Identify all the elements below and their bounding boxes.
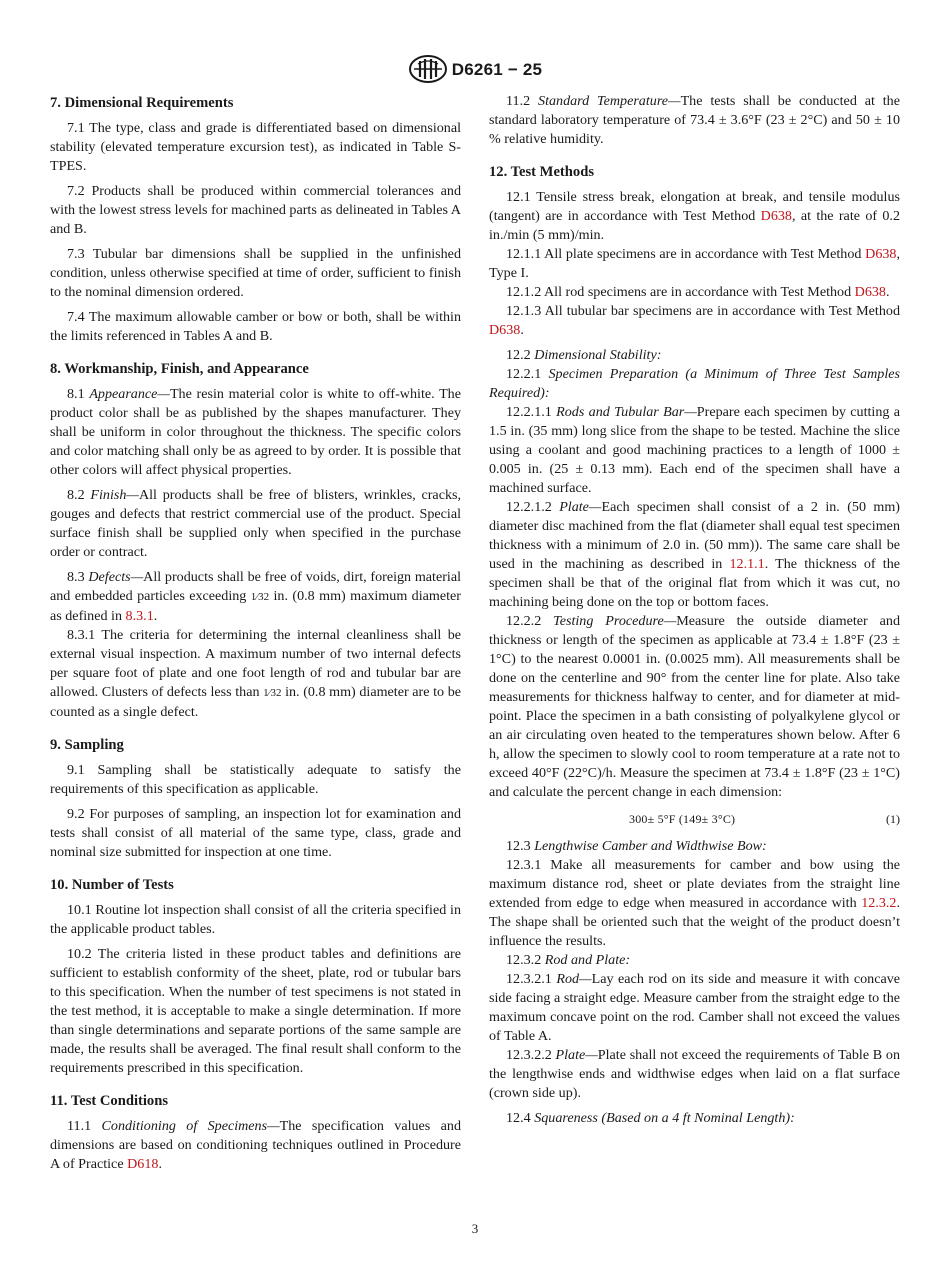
clause-term: Squareness (Based on a 4 ft Nominal Length):	[534, 1110, 795, 1126]
clause-text: Measure the outside diameter and thickness or length of the specimen as applicable at 73.4 ± 1.8°F (23 ± 1°C) to the nearest 0.0001 in. (0.0025 mm). All measurements shall be done on the centerline and 90° from the center line for plate. Also take measurements for thickness halfway to center, and for diameter at mid-point. Place the specimen in a bath consisting of polyalkylene glycol or an air circulating oven heated to the temperatures shown below. After 6 h, allow the specimen to slowly cool to room temperature at a rate not to exceed 40°F (22°C)/h. Measure the specimen at 73.4 ± 1.8°F (23 ± 1°C) and calculate the percent change in each dimension:	[489, 613, 900, 800]
clause-text: Each specimen shall consist of a 2 in. (50 mm) diameter disc machined from the flat (diameter shall equal test specimen thickness with a minimum of 2.0 in. (50 mm)). The same care shall be used in the machining as described in	[489, 499, 900, 572]
cross-reference-link[interactable]: 12.1.1	[729, 556, 765, 572]
paragraph	[489, 283, 900, 302]
clause-term: Plate—	[559, 499, 602, 515]
clause-text: . The shape shall be oriented such that the weight of the product doesn’t influence the results.	[489, 895, 900, 949]
clause-term: Rod and Plate:	[544, 952, 631, 968]
paragraph	[489, 302, 900, 340]
equation-expression: 300± 5°F (149± 3°C)	[629, 812, 736, 826]
cross-reference-link[interactable]: D618	[127, 1156, 159, 1172]
clause-number: 12.3.2.2	[506, 1047, 556, 1063]
clause-text: All products shall be free of blisters, wrinkles, cracks, gouges and defects that restrict commercial use of the product. Special surface finish shall be supplied only when specified in the purchase order or contract.	[50, 487, 462, 560]
paragraph	[489, 365, 900, 403]
section-heading: 9. Sampling	[50, 737, 124, 753]
clause-term: Specimen Preparation (a Minimum of Three Test Samples Required):	[489, 366, 900, 401]
fraction: 1⁄32	[263, 687, 282, 699]
cross-reference-link[interactable]: D638	[854, 284, 886, 300]
section-heading: 10. Number of Tests	[50, 877, 174, 893]
clause-text: 12.3.1 Make all measurements for camber and bow using the maximum distance rod, sheet or plate deviates from the straight line extended from edge to edge when measured in accordance with	[489, 857, 900, 911]
paragraph	[489, 403, 900, 498]
paragraph	[489, 612, 900, 802]
clause-text: .	[158, 1156, 162, 1172]
clause-text: 12.1 Tensile stress break, elongation at break, and tensile modulus (tangent) are in accordance with Test Method	[489, 189, 900, 224]
paragraph	[489, 837, 900, 856]
paragraph	[50, 626, 461, 722]
clause-number: 12.2.2	[506, 613, 554, 629]
fraction: 1⁄32	[250, 591, 270, 603]
paragraph: 7.4 The maximum allowable camber or bow or both, shall be within the limits referenced in Tables A and B.	[50, 309, 461, 344]
clause-text: 12.1.3 All tubular bar specimens are in accordance with Test Method	[506, 303, 900, 319]
clause-number: 12.2.1	[506, 366, 549, 382]
paragraph	[489, 970, 900, 1046]
clause-text: in. (0.8 mm) diameter are to be counted as a single defect.	[50, 684, 461, 720]
clause-text: 12.1.1 All plate specimens are in accordance with Test Method	[506, 246, 866, 262]
equation	[489, 810, 900, 829]
section-heading: 11. Test Conditions	[50, 1093, 169, 1109]
clause-text: The tests shall be conducted at the standard laboratory temperature of 73.4 ± 3.6°F (23 ± 2°C) and 50 ± 10 % relative humidity.	[489, 93, 900, 147]
clause-text: , at the rate of 0.2 in./min (5 mm)/min.	[489, 208, 900, 243]
clause-term: Plate—	[555, 1047, 598, 1063]
paragraph	[50, 486, 461, 562]
paragraph: 7.3 Tubular bar dimensions shall be supplied in the unfinished condition, unless otherwise specified at time of order, sufficient to finish to the nominal dimension ordered.	[50, 246, 461, 300]
astm-logo-icon	[408, 54, 448, 84]
clause-text: 8.3.1 The criteria for determining the internal cleanliness shall be external visual inspection. A maximum number of two internal defects per square foot of plate and one foot length of rod and tubular bar are allowed. Clusters of defects less than	[50, 627, 461, 700]
cross-reference-link[interactable]: 12.3.2	[861, 895, 897, 911]
clause-text: .	[885, 284, 890, 300]
paragraph: 10.2 The criteria listed in these product tables and definitions are sufficient to establish conformity of the sheet, plate, rod or tubular bars to this specification. When the number of test specimens is not stated in the test method, it is acceptable to make a single determination. If more than single determinations and separate portions of the same sample are made, the results shall be averaged. The final result shall conform to the requirements prescribed in this specification.	[50, 946, 461, 1076]
clause-term: Dimensional Stability:	[534, 347, 662, 363]
cross-reference-link[interactable]: D638	[760, 208, 792, 224]
clause-number: 12.2	[506, 347, 535, 363]
document-designation: D6261 − 25	[451, 59, 543, 79]
paragraph	[489, 1046, 900, 1103]
paragraph	[50, 1117, 461, 1174]
clause-text: Lay each rod on its side and measure it with concave side facing a straight edge. Measure camber from the straight edge to the maximum concave point on the rod. Camber shall not exceed the values of Table A.	[489, 971, 901, 1044]
clause-term: Rods and Tubular Bar—	[556, 404, 697, 420]
clause-term: Rod—	[556, 971, 592, 987]
clause-text: in. (0.8 mm) maximum diameter as defined in	[50, 588, 461, 624]
cross-reference-link[interactable]: D638	[865, 246, 897, 262]
clause-number: 11.2	[506, 93, 539, 109]
clause-number: 12.2.1.1	[506, 404, 557, 420]
clause-text: , Type I.	[489, 246, 900, 281]
clause-term: Defects—	[88, 569, 144, 585]
paragraph	[489, 346, 900, 365]
clause-text: .	[520, 322, 524, 338]
equation-number: (1)	[886, 812, 900, 826]
paragraph: 7.2 Products shall be produced within commercial tolerances and with the lowest stress levels for machined parts as delineated in Tables A and B.	[50, 183, 461, 237]
clause-term: Testing Procedure—	[553, 613, 677, 629]
page-header	[0, 54, 950, 84]
clause-text: The specification values and dimensions are based on conditioning techniques outlined in Procedure A of Practice	[50, 1118, 461, 1172]
clause-term: Standard Temperature—	[538, 93, 681, 109]
clause-text: .	[153, 608, 158, 624]
clause-term: Conditioning of Specimens—	[101, 1118, 280, 1134]
clause-number: 12.3.2.1	[506, 971, 557, 987]
section-heading: 7. Dimensional Requirements	[50, 95, 234, 111]
paragraph	[489, 188, 900, 245]
paragraph	[489, 92, 900, 149]
clause-number: 8.1	[67, 386, 90, 402]
clause-text: All products shall be free of voids, dirt, foreign material and embedded particles exceeding	[50, 569, 462, 604]
paragraph: 9.2 For purposes of sampling, an inspection lot for examination and tests shall consist of all material of the same type, class, grade and nominal size submitted for inspection at one time.	[50, 806, 461, 860]
section-heading: 12. Test Methods	[489, 164, 595, 180]
clause-text: Prepare each specimen by cutting a 1.5 in. (35 mm) long slice from the shape to be tested. Machine the slice using a coolant and good machining practices to a length of 1000 ± 0.005 in. (25 ± 0.13 mm). Each end of the specimen shall have a machined surface.	[489, 404, 900, 496]
paragraph	[489, 856, 900, 951]
cross-reference-link[interactable]: D638	[489, 322, 521, 338]
paragraph	[50, 568, 461, 626]
clause-number: 12.3.2	[506, 952, 545, 968]
paragraph	[489, 498, 900, 612]
clause-term: Finish—	[90, 487, 139, 503]
clause-number: 8.2	[67, 487, 91, 503]
page-number: 3	[471, 1221, 479, 1236]
section-heading: 8. Workmanship, Finish, and Appearance	[50, 361, 309, 377]
paragraph	[489, 951, 900, 970]
paragraph: 7.1 The type, class and grade is differentiated based on dimensional stability (elevated temperature excursion test), as indicated in Table S-TPES.	[50, 120, 461, 174]
clause-text: . The thickness of the specimen shall be that of the original flat from which it was cut, no machining being done on the top or bottom faces.	[489, 556, 901, 610]
paragraph	[489, 245, 900, 283]
right-column	[489, 92, 900, 1134]
clause-term: Lengthwise Camber and Widthwise Bow:	[534, 838, 767, 854]
clause-text: The resin material color is white to off-white. The product color shall be as published by the shapes manufacturer. They shall be uniform in color throughout the thickness. The specific colors and color matching shall only be as agreed to by order. It is possible that other colors will affect physical properties.	[50, 386, 461, 478]
paragraph	[489, 1109, 900, 1128]
clause-number: 12.4	[506, 1110, 535, 1126]
cross-reference-link[interactable]: 8.3.1	[125, 608, 154, 624]
left-column	[50, 92, 461, 1180]
clause-number: 8.3	[67, 569, 89, 585]
clause-number: 11.1	[67, 1118, 102, 1134]
clause-text: Plate shall not exceed the requirements of Table B on the lengthwise ends and widthwise edges when laid on a flat surface (crown side up).	[489, 1047, 900, 1101]
paragraph	[50, 385, 461, 480]
clause-text: 12.1.2 All rod specimens are in accordance with Test Method	[506, 284, 855, 300]
paragraph: 10.1 Routine lot inspection shall consist of all the criteria specified in the applicable product tables.	[50, 902, 461, 937]
paragraph: 9.1 Sampling shall be statistically adequate to satisfy the requirements of this specification as applicable.	[50, 762, 461, 797]
clause-number: 12.2.1.2	[506, 499, 560, 515]
clause-term: Appearance—	[89, 386, 170, 402]
clause-number: 12.3	[506, 838, 535, 854]
